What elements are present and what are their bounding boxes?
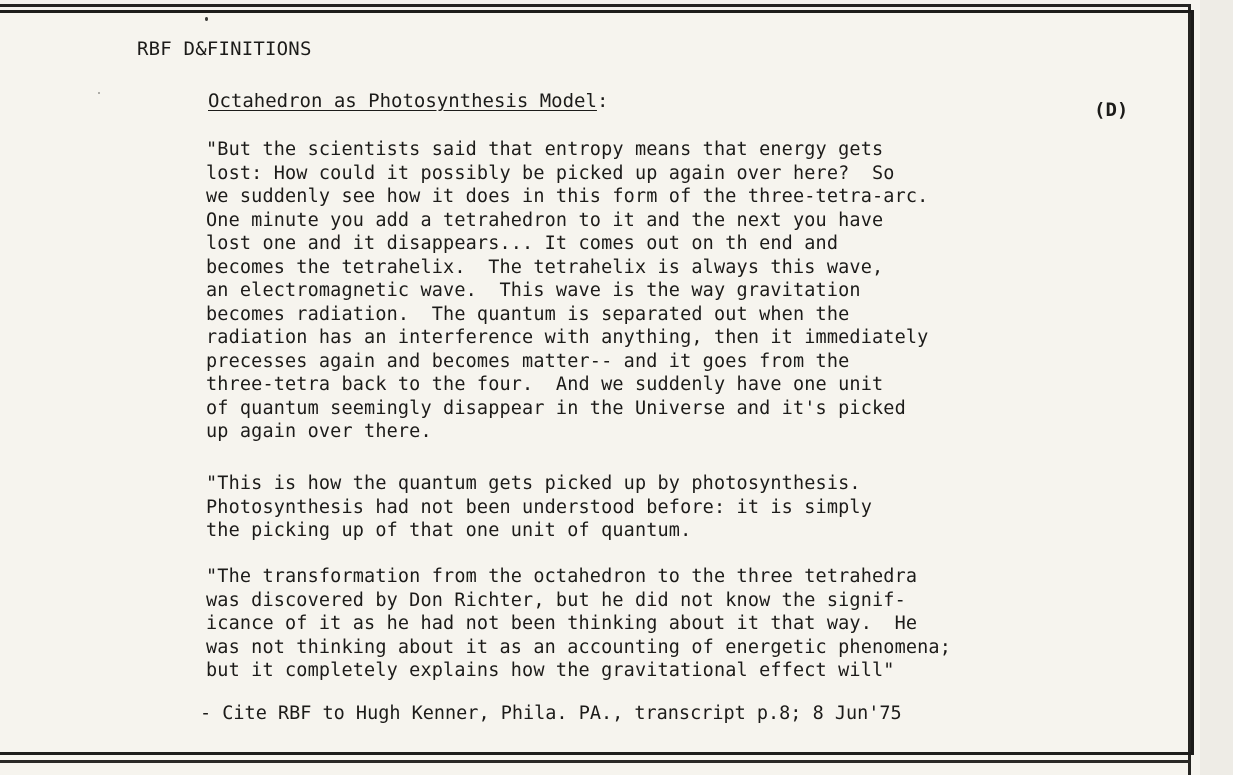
category-code: (D) — [1094, 99, 1129, 121]
card-bottom-border — [0, 760, 1190, 763]
ink-speck — [98, 92, 100, 94]
entry-title-colon: : — [596, 90, 609, 112]
card-header: RBF D&FINITIONS — [137, 38, 312, 60]
quote-paragraph-1: "But the scientists said that entropy means that energy gets lost: How could it possibly be picked up again over here? So we suddenly see how it does in this form of the three-tetra-arc. One minute you add a tetrahedron to it and the next you have lost one and it disappears... It comes out on th end and becomes the tetrahelix. The tetrahelix is always this wave, an electromagnetic wave. This wave is the way gravitation becomes radiation. The quantum is separated out when the radiation has an interference with anything, then it immediately precesses again and becomes matter-- and it goes from the three-tetra back to the four. And we suddenly have one unit of quantum seemingly disappear in the Universe and it's picked up again over there. — [206, 139, 929, 442]
quote-paragraph-3: "The transformation from the octahedron to the three tetrahedra was discovered by Don Richter, but he did not know the signif- icance of it as he had not been thinking about it that way. He was not thinking about it as an accounting of energetic phenomena; but it completely explains how the gravitational effect will" — [206, 566, 952, 681]
ink-speck — [205, 17, 208, 21]
card-top-border — [0, 4, 1188, 7]
entry-title: Octahedron as Photosynthesis Model — [208, 90, 597, 112]
entry-subject — [208, 90, 608, 112]
citation: - Cite RBF to Hugh Kenner, Phila. PA., transcript p.8; 8 Jun'75 — [200, 703, 902, 724]
quote-paragraph-2: "This is how the quantum gets picked up by photosynthesis. Photosynthesis had not been understood before: it is simply the picking up of that one unit of quantum. — [206, 473, 872, 541]
scan-margin — [1200, 0, 1233, 775]
